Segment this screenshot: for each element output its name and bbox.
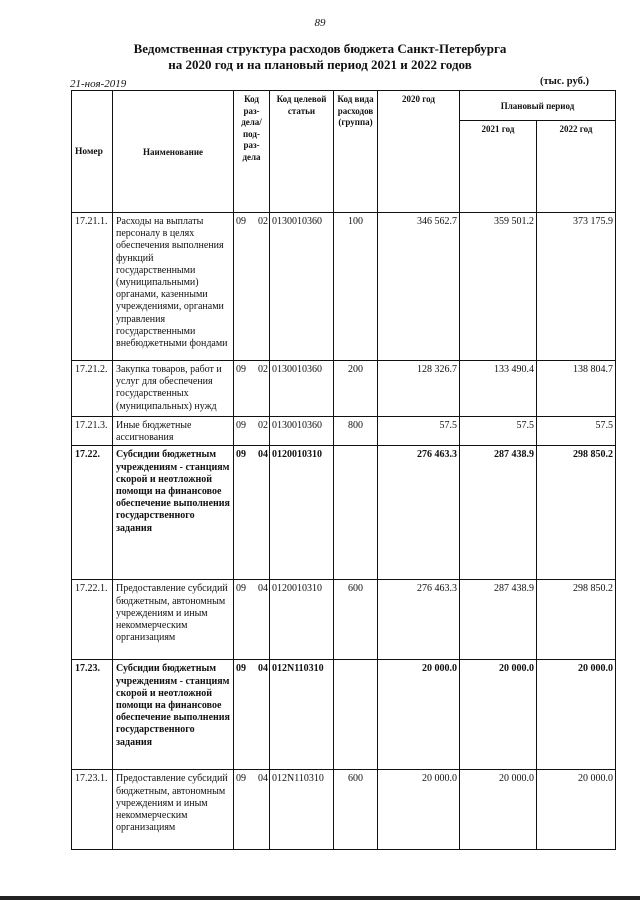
row-name: Субсидии бюджетным учреждениям - станциям скорой и неотложной помощи на финансовое обеспечение выполнения государственного задания <box>113 446 234 580</box>
row-section-code <box>234 213 270 361</box>
row-value-2022: 298 850.2 <box>537 446 616 580</box>
row-section: 09 <box>236 583 246 595</box>
row-section-code <box>234 770 270 850</box>
row-target-code: 0130010360 <box>270 361 334 417</box>
row-kind-code: 100 <box>334 213 378 361</box>
row-value-2022: 20 000.0 <box>537 770 616 850</box>
row-subsection: 04 <box>258 449 268 461</box>
row-value-2021: 57.5 <box>460 417 537 446</box>
header-planned-period: Плановый период <box>460 91 616 121</box>
row-value-2021: 20 000.0 <box>460 770 537 850</box>
header-name: Наименование <box>113 91 234 213</box>
row-value-2022: 373 175.9 <box>537 213 616 361</box>
row-value-2020: 346 562.7 <box>378 213 460 361</box>
budget-table <box>71 90 616 850</box>
row-target-code: 0120010310 <box>270 580 334 660</box>
header-target-code: Код целевой статьи <box>270 91 334 213</box>
table-row <box>72 770 616 850</box>
table-row <box>72 361 616 417</box>
header-section-code: Код раз-дела/ под-раз-дела <box>234 91 270 213</box>
row-subsection: 02 <box>258 216 268 227</box>
row-target-code: 0130010360 <box>270 417 334 446</box>
row-value-2022: 20 000.0 <box>537 660 616 770</box>
units-label: (тыс. руб.) <box>540 76 589 87</box>
document-title <box>0 41 640 73</box>
row-name: Предоставление субсидий бюджетным, автономным учреждениям и иным некоммерческим организациям <box>113 580 234 660</box>
row-number: 17.22.1. <box>72 580 113 660</box>
header-kind-code: Код вида расходов (группа) <box>334 91 378 213</box>
row-section: 09 <box>236 364 246 375</box>
row-name: Субсидии бюджетным учреждениям - станциям скорой и неотложной помощи на финансовое обеспечение выполнения государственного задания <box>113 660 234 770</box>
row-section-code <box>234 417 270 446</box>
row-section-code <box>234 361 270 417</box>
row-value-2020: 20 000.0 <box>378 770 460 850</box>
row-target-code: 012N110310 <box>270 660 334 770</box>
row-number: 17.21.2. <box>72 361 113 417</box>
row-name: Иные бюджетные ассигнования <box>113 417 234 446</box>
row-target-code: 0130010360 <box>270 213 334 361</box>
header-year-2022: 2022 год <box>537 121 616 213</box>
row-kind-code <box>334 660 378 770</box>
header-number: Номер <box>72 91 113 213</box>
row-value-2021: 133 490.4 <box>460 361 537 417</box>
row-target-code: 0120010310 <box>270 446 334 580</box>
row-section: 09 <box>236 449 246 461</box>
row-value-2021: 287 438.9 <box>460 580 537 660</box>
row-name: Расходы на выплаты персоналу в целях обеспечения выполнения функций государственными (муниципальными) органами, казенными учреждениями, органами управления государственными внебюджетными фондами <box>113 213 234 361</box>
row-value-2022: 298 850.2 <box>537 580 616 660</box>
row-value-2021: 20 000.0 <box>460 660 537 770</box>
header-year-2020: 2020 год <box>378 91 460 213</box>
title-line-1: Ведомственная структура расходов бюджета Санкт-Петербурга <box>133 41 507 56</box>
row-kind-code: 800 <box>334 417 378 446</box>
row-kind-code <box>334 446 378 580</box>
row-subsection: 04 <box>258 663 268 675</box>
document-date: 21-ноя-2019 <box>70 78 127 90</box>
row-value-2021: 287 438.9 <box>460 446 537 580</box>
row-section-code <box>234 580 270 660</box>
table-row <box>72 417 616 446</box>
page-number: 89 <box>314 17 326 29</box>
row-section: 09 <box>236 420 246 431</box>
row-number: 17.21.1. <box>72 213 113 361</box>
title-line-2: на 2020 год и на плановый период 2021 и 2022 годов <box>168 57 472 72</box>
row-section-code <box>234 446 270 580</box>
row-kind-code: 600 <box>334 770 378 850</box>
row-value-2020: 57.5 <box>378 417 460 446</box>
row-number: 17.21.3. <box>72 417 113 446</box>
row-number: 17.23. <box>72 660 113 770</box>
row-section-code <box>234 660 270 770</box>
row-target-code: 012N110310 <box>270 770 334 850</box>
row-value-2020: 276 463.3 <box>378 580 460 660</box>
table-row <box>72 446 616 580</box>
row-subsection: 04 <box>258 583 268 595</box>
table-row <box>72 213 616 361</box>
row-value-2020: 20 000.0 <box>378 660 460 770</box>
row-value-2020: 128 326.7 <box>378 361 460 417</box>
row-name: Закупка товаров, работ и услуг для обеспечения государственных (муниципальных) нужд <box>113 361 234 417</box>
row-value-2020: 276 463.3 <box>378 446 460 580</box>
row-kind-code: 200 <box>334 361 378 417</box>
row-section: 09 <box>236 773 246 785</box>
row-subsection: 04 <box>258 773 268 785</box>
row-value-2021: 359 501.2 <box>460 213 537 361</box>
row-value-2022: 138 804.7 <box>537 361 616 417</box>
row-subsection: 02 <box>258 420 268 431</box>
table-row <box>72 660 616 770</box>
row-number: 17.23.1. <box>72 770 113 850</box>
table-row <box>72 580 616 660</box>
header-year-2021: 2021 год <box>460 121 537 213</box>
row-section: 09 <box>236 216 246 227</box>
row-number: 17.22. <box>72 446 113 580</box>
row-section: 09 <box>236 663 246 675</box>
row-value-2022: 57.5 <box>537 417 616 446</box>
row-name: Предоставление субсидий бюджетным, автономным учреждениям и иным некоммерческим организациям <box>113 770 234 850</box>
row-kind-code: 600 <box>334 580 378 660</box>
row-subsection: 02 <box>258 364 268 375</box>
page-bottom-rule <box>0 896 640 900</box>
